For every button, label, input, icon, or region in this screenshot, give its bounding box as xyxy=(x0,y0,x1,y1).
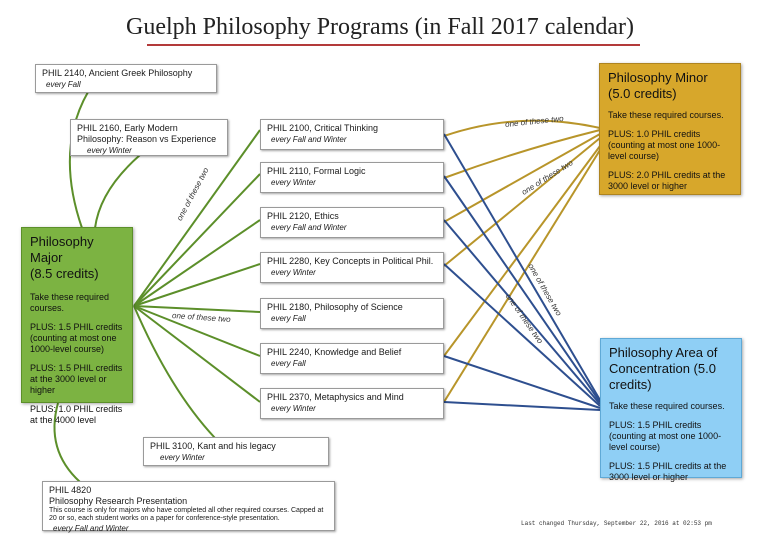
course-phil3100 xyxy=(143,437,329,466)
edge-major-phil2180 xyxy=(134,306,260,312)
program-heading-line2: (8.5 credits) xyxy=(30,266,99,281)
course-phil2180 xyxy=(260,298,444,329)
program-heading-line2: (5.0 credits) xyxy=(608,86,677,101)
course-name-line1: PHIL 2160, Early Modern xyxy=(77,123,178,133)
program-heading xyxy=(608,70,732,102)
program-requirement: PLUS: 1.5 PHIL credits at the 3000 level or higher xyxy=(30,363,123,395)
course-phil2370 xyxy=(260,388,444,419)
edge-aoc-phil2370 xyxy=(444,402,600,410)
last-changed-footer: Last changed Thursday, September 22, 2016 at 02:53 pm xyxy=(521,520,712,527)
course-name: PHIL 2120, Ethics xyxy=(267,211,339,221)
course-term: every Winter xyxy=(271,178,316,187)
course-phil2120 xyxy=(260,207,444,238)
edge-major-phil2140 xyxy=(70,92,88,228)
edge-aoc-phil2110 xyxy=(444,176,600,402)
program-heading-line1: Philosophy Minor xyxy=(608,70,708,85)
course-term: every Winter xyxy=(271,404,316,413)
program-heading-line1: Philosophy Major xyxy=(30,234,94,265)
course-name: PHIL 2180, Philosophy of Science xyxy=(267,302,403,312)
course-name: PHIL 2100, Critical Thinking xyxy=(267,123,379,133)
program-requirement: PLUS: 1.0 PHIL credits (counting at most one 1000-level course) xyxy=(608,129,721,161)
course-term: every Fall and Winter xyxy=(53,524,129,533)
edge-label-aoc-logic: one of these two xyxy=(526,262,564,318)
course-phil2160 xyxy=(70,119,228,156)
course-phil2110 xyxy=(260,162,444,193)
title-underline xyxy=(147,44,640,46)
edge-aoc-phil2280 xyxy=(444,264,600,406)
course-term: every Winter xyxy=(160,453,205,462)
course-phil2140 xyxy=(35,64,217,93)
program-requirement: Take these required courses. xyxy=(609,401,725,411)
program-requirement: PLUS: 1.5 PHIL credits (counting at most one 1000-level course) xyxy=(609,420,722,452)
course-term: every Fall xyxy=(46,80,81,89)
edge-label-major-science: one of these two xyxy=(171,310,231,325)
course-code: PHIL 4820 xyxy=(49,485,92,495)
program-requirement: PLUS: 1.0 PHIL credits at the 4000 level xyxy=(30,404,123,425)
edge-major-phil2120 xyxy=(134,220,260,306)
course-term: every Fall and Winter xyxy=(271,135,347,144)
edge-minor-phil2110 xyxy=(444,130,600,178)
course-term: every Fall xyxy=(271,314,306,323)
edge-aoc-phil2100 xyxy=(444,134,600,400)
page-title: Guelph Philosophy Programs (in Fall 2017 calendar) xyxy=(126,14,634,40)
course-phil2100 xyxy=(260,119,444,150)
edge-major-phil2160 xyxy=(95,155,140,228)
edge-label-major-logic: one of these two xyxy=(175,166,211,223)
course-name-line2: Philosophy: Reason vs Experience xyxy=(77,134,217,144)
program-minor xyxy=(599,63,741,195)
program-requirement: PLUS: 1.5 PHIL credits at the 3000 level or higher xyxy=(609,461,727,482)
course-description: This course is only for majors who have completed all other required courses. Capped at 20 or so, each student works on a paper for conference-style presentation. xyxy=(49,507,324,522)
course-term: every Winter xyxy=(87,146,132,155)
course-name: PHIL 2370, Metaphysics and Mind xyxy=(267,392,404,402)
program-heading: Philosophy Area of Concentration (5.0 credits) xyxy=(609,345,718,392)
course-name: PHIL 3100, Kant and his legacy xyxy=(150,441,276,451)
course-name: PHIL 2140, Ancient Greek Philosophy xyxy=(42,68,193,78)
edge-label-aoc-ethics: one of these two xyxy=(503,292,545,346)
course-phil4820 xyxy=(42,481,335,531)
course-term: every Fall and Winter xyxy=(271,223,347,232)
course-phil2240 xyxy=(260,343,444,374)
edge-label-minor-logic: one of these two xyxy=(504,113,565,130)
edge-label-minor-ethics: one of these two xyxy=(520,158,575,197)
course-name: Philosophy Research Presentation xyxy=(49,496,188,506)
course-phil2280 xyxy=(260,252,444,283)
program-major xyxy=(21,227,133,425)
edge-major-phil2100 xyxy=(134,130,260,306)
program-requirement: Take these required courses. xyxy=(608,110,724,120)
course-name: PHIL 2110, Formal Logic xyxy=(267,166,366,176)
edge-major-phil3100 xyxy=(134,306,215,438)
program-requirement: PLUS: 1.5 PHIL credits (counting at most one 1000-level course) xyxy=(30,322,123,354)
course-term: every Fall xyxy=(271,359,306,368)
program-requirement: Take these required courses. xyxy=(30,292,110,313)
course-name: PHIL 2280, Key Concepts in Political Phil. xyxy=(267,256,434,266)
program-area-of-concentration xyxy=(600,338,742,482)
program-requirement: PLUS: 2.0 PHIL credits at the 3000 level or higher xyxy=(608,170,726,191)
course-term: every Winter xyxy=(271,268,316,277)
edge-aoc-phil2240 xyxy=(444,356,600,408)
program-heading xyxy=(30,234,124,282)
course-name: PHIL 2240, Knowledge and Belief xyxy=(267,347,402,357)
